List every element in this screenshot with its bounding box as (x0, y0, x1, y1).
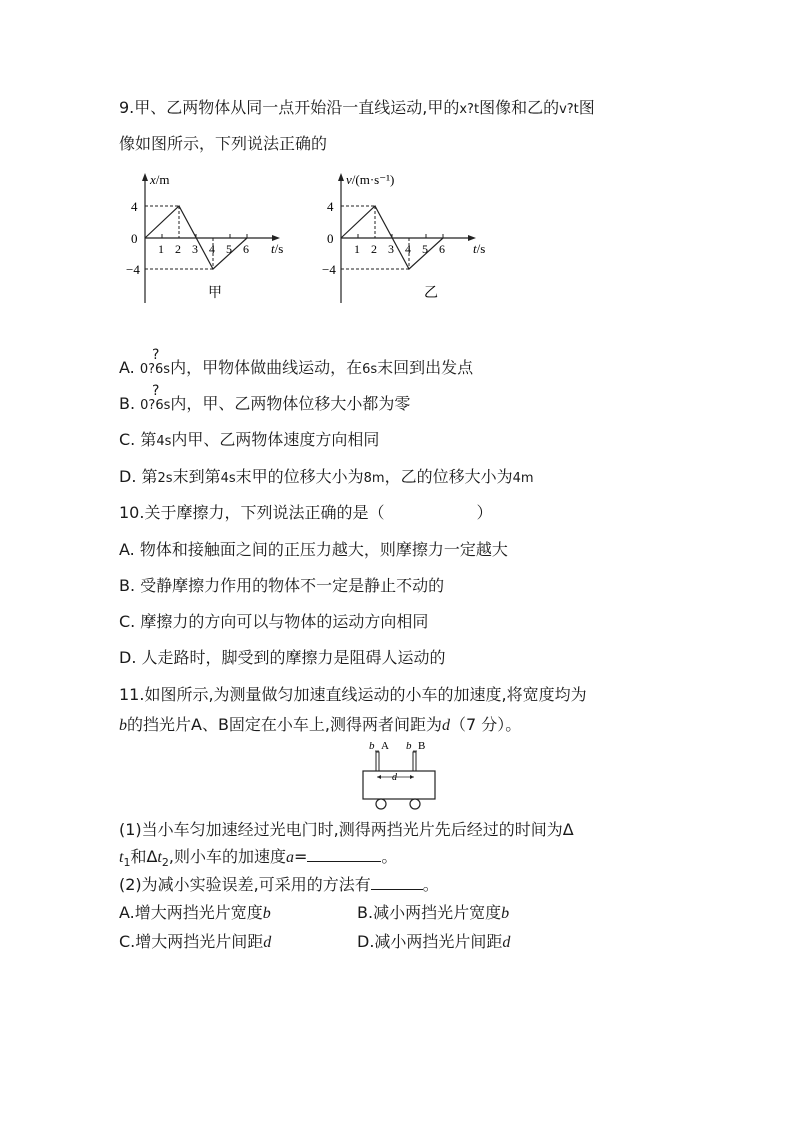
q10-option-b: B. 受静摩擦力作用的物体不一定是静止不动的 (119, 576, 445, 595)
yi-xtick: 5 (422, 242, 428, 256)
q9-stem-line2: 像如图所示，下列说法正确的 (119, 134, 328, 153)
jia-ylabel-unit: /m (155, 172, 170, 187)
jia-xtick: 6 (243, 242, 249, 256)
q9-option-d: D. 第2s末到第4s末甲的位移大小为8m，乙的位移大小为4m (119, 467, 534, 486)
q10-stem: 10.关于摩擦力，下列说法正确的是（ ） (119, 503, 493, 522)
q9-stem-line1: 9.甲、乙两物体从同一点开始沿一直线运动,甲的x?t图像和乙的v?t图 (119, 98, 595, 117)
yi-ytick: 0 (327, 231, 334, 246)
yi-xtick: 4 (405, 242, 411, 256)
jia-xtick: 2 (175, 242, 181, 256)
q11-option-b: B.减小两挡光片宽度b (357, 903, 510, 922)
yi-xtick: 6 (439, 242, 445, 256)
jia-ytick: 4 (131, 199, 138, 214)
q11-part1-line2: $t_1$和$\Delta t_2$,则小车的加速度a= 。 (119, 847, 398, 870)
fig-label-b1: b (369, 740, 375, 752)
jia-xtick: 3 (192, 242, 198, 256)
svg-text:t/s (271, 241, 283, 256)
q9-option-b: B. 0?6s内，甲、乙两物体位移大小都为零 (119, 394, 411, 413)
yi-xtick: 1 (354, 242, 360, 256)
yi-ylabel-var: v (346, 172, 352, 187)
fig-label-d: d (392, 772, 397, 783)
answer-blank-2[interactable] (371, 873, 423, 890)
q11-stem-line2: b的挡光片A、B固定在小车上,测得两者间距为d（7 分）。 (119, 715, 522, 734)
yi-ytick: −4 (322, 262, 336, 277)
q11-option-c: C.增大两挡光片间距d (119, 932, 272, 951)
jia-xlabel-unit: /s (274, 241, 284, 256)
q11-part1-line1: (1)当小车匀加速经过光电门时,测得两挡光片先后经过的时间为Δ (119, 820, 574, 839)
q10-option-d: D. 人走路时，脚受到的摩擦力是阻碍人运动的 (119, 648, 446, 667)
svg-text:t/s (473, 241, 485, 256)
q9-option-a: A. 0?6s内，甲物体做曲线运动，在6s末回到出发点 (119, 358, 474, 377)
yi-xlabel-var: t (473, 241, 477, 256)
yi-xtick: 2 (371, 242, 377, 256)
cart-figure (355, 737, 445, 812)
jia-ytick: 0 (131, 231, 138, 246)
yi-xlabel-unit: /s (476, 241, 486, 256)
yi-caption: 乙 (424, 286, 438, 301)
jia-caption: 甲 (208, 286, 222, 301)
fig-label-b2: b (406, 740, 412, 752)
q10-option-c: C. 摩擦力的方向可以与物体的运动方向相同 (119, 612, 429, 631)
fig-label-a: A (381, 740, 389, 752)
graph-yi (324, 168, 504, 308)
answer-blank-1[interactable] (307, 845, 381, 862)
jia-xtick: 5 (226, 242, 232, 256)
q11-stem-line1: 11.如图所示,为测量做匀加速直线运动的小车的加速度,将宽度均为 (119, 685, 587, 704)
q10-option-a: A. 物体和接触面之间的正压力越大，则摩擦力一定越大 (119, 540, 508, 559)
jia-xtick: 4 (209, 242, 215, 256)
jia-ylabel-var: x (150, 172, 156, 187)
q11-option-d: D.减小两挡光片间距d (357, 932, 511, 951)
graph-jia (128, 168, 298, 308)
q9-option-c: C. 第4s内甲、乙两物体速度方向相同 (119, 430, 380, 449)
svg-text:v/(m·s⁻¹) (346, 172, 394, 187)
fig-label-b: B (418, 740, 426, 752)
yi-xtick: 3 (388, 242, 394, 256)
option-b-mark: ? (152, 383, 160, 399)
yi-ytick: 4 (327, 199, 334, 214)
yi-ylabel-unit: /(m·s⁻¹) (351, 172, 395, 187)
jia-xtick: 1 (158, 242, 164, 256)
q11-part2: (2)为减小实验误差,可采用的方法有 。 (119, 875, 439, 894)
jia-xlabel-var: t (271, 241, 275, 256)
jia-ytick: −4 (126, 262, 140, 277)
q11-option-a: A.增大两挡光片宽度b (119, 903, 271, 922)
svg-text:x/m (149, 172, 170, 187)
option-a-mark: ? (152, 347, 160, 363)
